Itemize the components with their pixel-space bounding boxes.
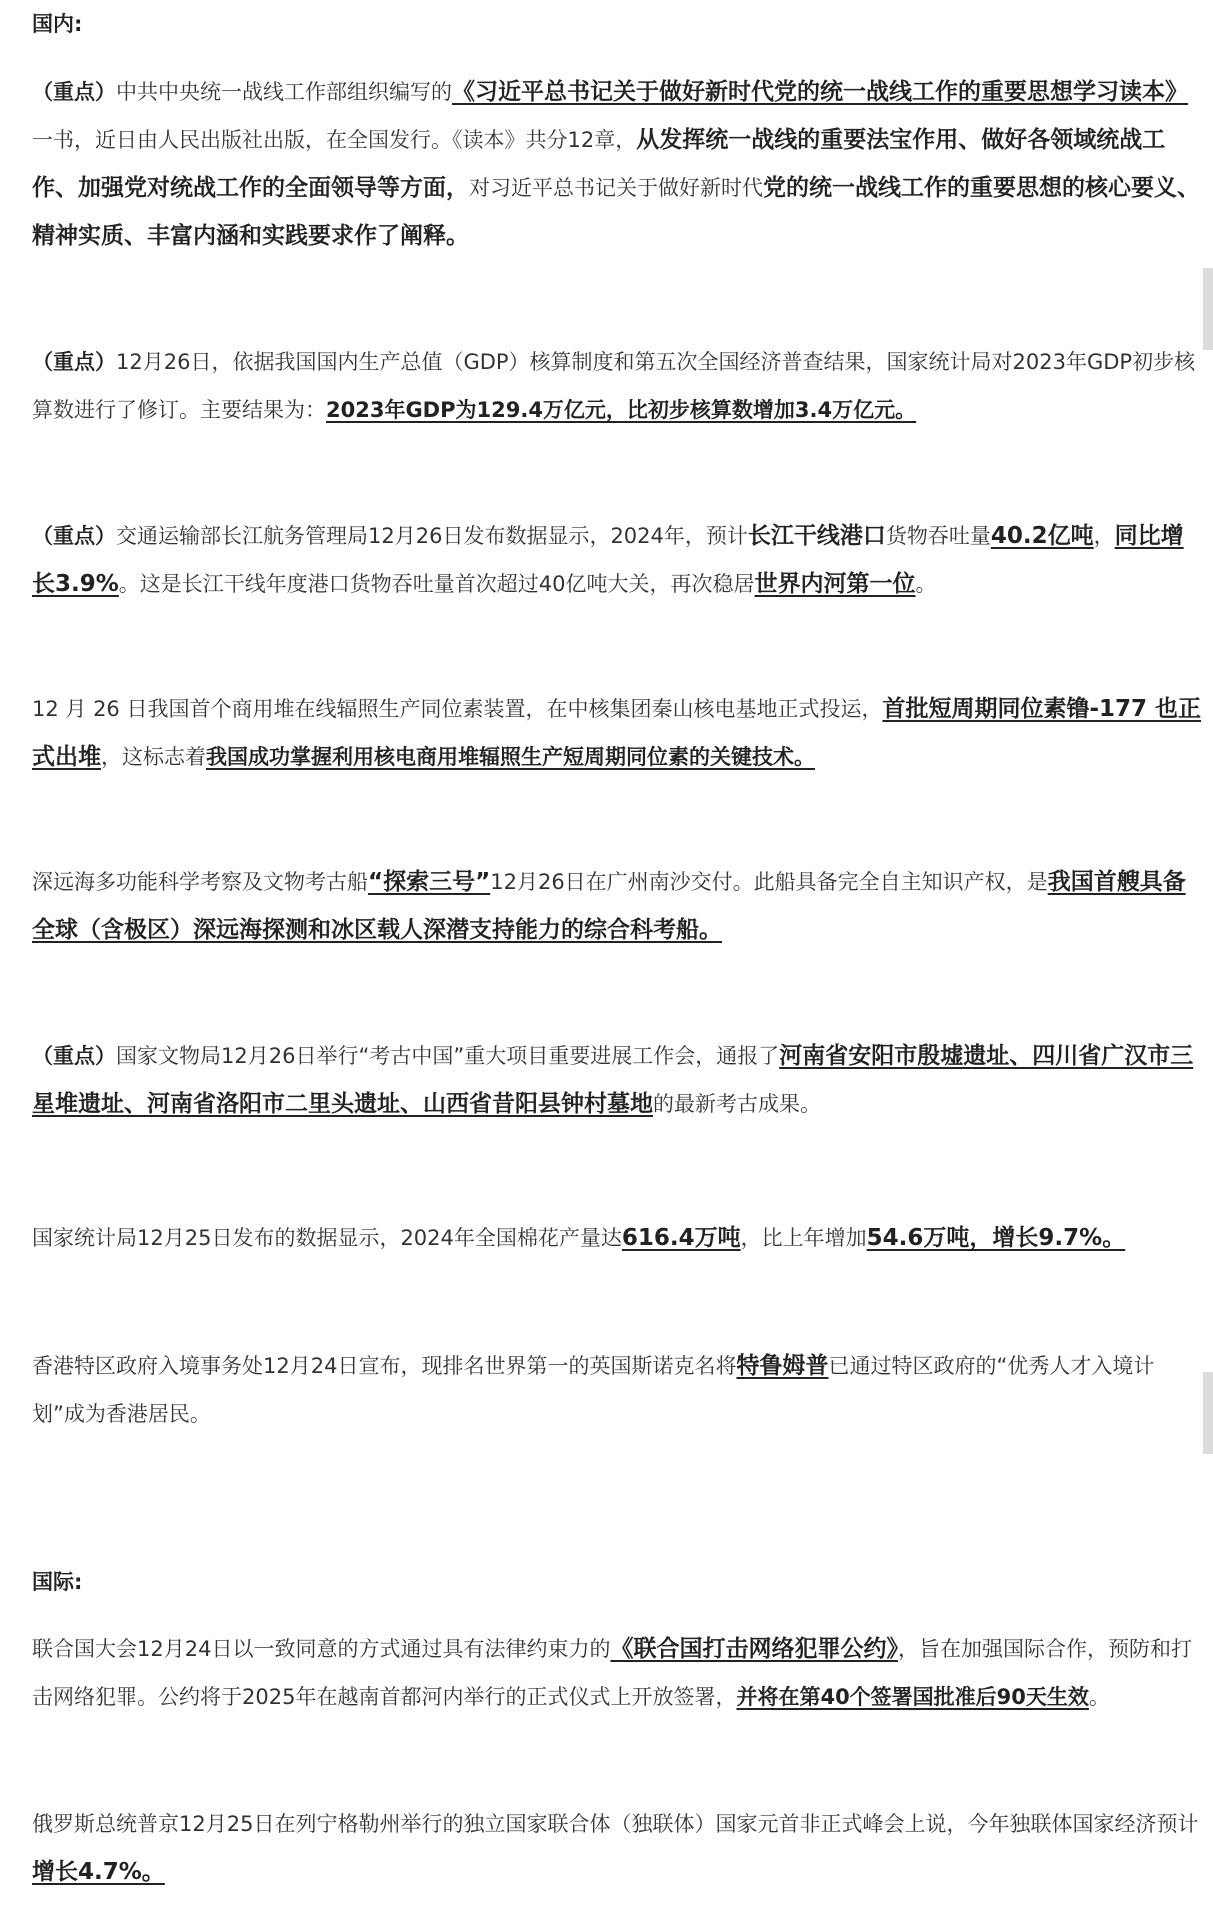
- emphasized-text: 党的统一战线工作的重要思想的核心要义、精神实质、丰富内涵和实践要求作了阐释。: [32, 175, 1200, 249]
- body-text: 。: [915, 572, 937, 596]
- emphasized-text: （重点）: [32, 80, 116, 104]
- emphasized-text: 2023年GDP为129.4万亿元，比初步核算数增加3.4万亿元。: [326, 398, 917, 422]
- emphasized-text: （重点）: [32, 524, 116, 548]
- body-text: 12月26日在广州南沙交付。此船具备完全自主知识产权，是: [490, 870, 1048, 894]
- emphasized-text: 并将在第40个签署国批准后90天生效: [736, 1685, 1089, 1709]
- news-item: [32, 1214, 1202, 1262]
- emphasized-text: 我国首艘具备全球（含极区）深远海探测和冰区载人深潜支持能力的综合科考船。: [32, 869, 1186, 943]
- body-text: ，比上年增加: [740, 1226, 867, 1250]
- body-text: 国家统计局12月25日发布的数据显示，2024年全国棉花产量达: [32, 1226, 622, 1250]
- emphasized-text: 《联合国打击网络犯罪公约》: [610, 1636, 898, 1662]
- body-text: ，: [1093, 524, 1115, 548]
- body-text: 联合国大会12月24日以一致同意的方式通过具有法律约束力的: [32, 1637, 611, 1661]
- body-text: ，旨在加强国际合作，预防和打击网络犯罪。公约将于2025年在越南首都河内举行的正式仪式上开放签署，: [32, 1637, 1192, 1709]
- news-item: [32, 1032, 1202, 1128]
- emphasized-text: 616.4万吨: [621, 1225, 741, 1251]
- emphasized-text: 40.2亿吨: [990, 523, 1094, 549]
- emphasized-text: 长江干线港口: [747, 523, 886, 549]
- body-text: 对习近平总书记关于做好新时代: [469, 176, 763, 200]
- body-text: 香港特区政府入境事务处12月24日宣布，现排名世界第一的英国斯诺克名将: [32, 1354, 737, 1378]
- news-item: [32, 512, 1202, 608]
- scroll-edge-marker: [1203, 268, 1213, 350]
- emphasized-text: 从发挥统一战线的重要法宝作用、做好各领域统战工作、加强党对统战工作的全面领导等方面，: [32, 127, 1166, 201]
- emphasized-text: （重点）: [32, 350, 116, 374]
- body-text: 国家文物局12月26日举行“考古中国”重大项目重要进展工作会，通报了: [116, 1044, 780, 1068]
- emphasized-text: 首批短周期同位素镥-177 也正式出堆: [32, 696, 1202, 770]
- emphasized-text: （重点）: [32, 1044, 116, 1068]
- emphasized-text: “探索三号”: [368, 869, 491, 895]
- emphasized-text: 世界内河第一位: [754, 571, 916, 597]
- body-text: 已通过特区政府的“优秀人才入境计划”成为香港居民。: [32, 1354, 1155, 1426]
- body-text: 交通运输部长江航务管理局12月26日发布数据显示，2024年，预计: [116, 524, 748, 548]
- emphasized-text: 河南省安阳市殷墟遗址、四川省广汉市三星堆遗址、河南省洛阳市二里头遗址、山西省昔阳县钟村墓地: [32, 1043, 1194, 1117]
- section-heading-international: 国际:: [32, 1570, 83, 1594]
- news-item: [32, 685, 1202, 781]
- emphasized-text: 同比增长3.9%: [32, 523, 1184, 597]
- emphasized-text: 我国成功掌握利用核电商用堆辐照生产短周期同位素的关键技术。: [206, 745, 815, 769]
- body-text: 。: [1088, 1685, 1110, 1709]
- body-text: 深远海多功能科学考察及文物考古船: [32, 870, 368, 894]
- news-item: [32, 1342, 1202, 1438]
- body-text: 12 月 26 日我国首个商用堆在线辐照生产同位素装置，在中核集团秦山核电基地正式投运，: [32, 697, 883, 721]
- news-item: [32, 68, 1202, 260]
- body-text: 俄罗斯总统普京12月25日在列宁格勒州举行的独立国家联合体（独联体）国家元首非正式峰会上说，今年独联体国家经济预计: [32, 1812, 1199, 1836]
- body-text: 货物吞吐量: [885, 524, 991, 548]
- news-item: [32, 338, 1202, 434]
- body-text: 的最新考古成果。: [653, 1092, 821, 1116]
- news-item: [32, 858, 1202, 954]
- section-heading-domestic: 国内:: [32, 12, 83, 36]
- scroll-edge-marker: [1203, 1372, 1213, 1454]
- emphasized-text: 特鲁姆普: [736, 1353, 829, 1379]
- body-text: 12月26日，依据我国国内生产总值（GDP）核算制度和第五次全国经济普查结果，国家统计局对2023年GDP初步核算数进行了修订。主要结果为：: [32, 350, 1196, 422]
- body-text: 中共中央统一战线工作部组织编写的: [116, 80, 452, 104]
- news-item: [32, 1625, 1202, 1721]
- emphasized-text: 《习近平总书记关于做好新时代党的统一战线工作的重要思想学习读本》: [452, 79, 1188, 105]
- body-text: 一书，近日由人民出版社出版，在全国发行。《读本》共分12章，: [32, 128, 637, 152]
- body-text: ，这标志着: [101, 745, 206, 769]
- news-item: [32, 1800, 1202, 1896]
- body-text: 。这是长江干线年度港口货物吞吐量首次超过40亿吨大关，再次稳居: [118, 572, 755, 596]
- emphasized-text: 54.6万吨，增长9.7%。: [866, 1225, 1126, 1251]
- emphasized-text: 增长4.7%。: [32, 1859, 165, 1885]
